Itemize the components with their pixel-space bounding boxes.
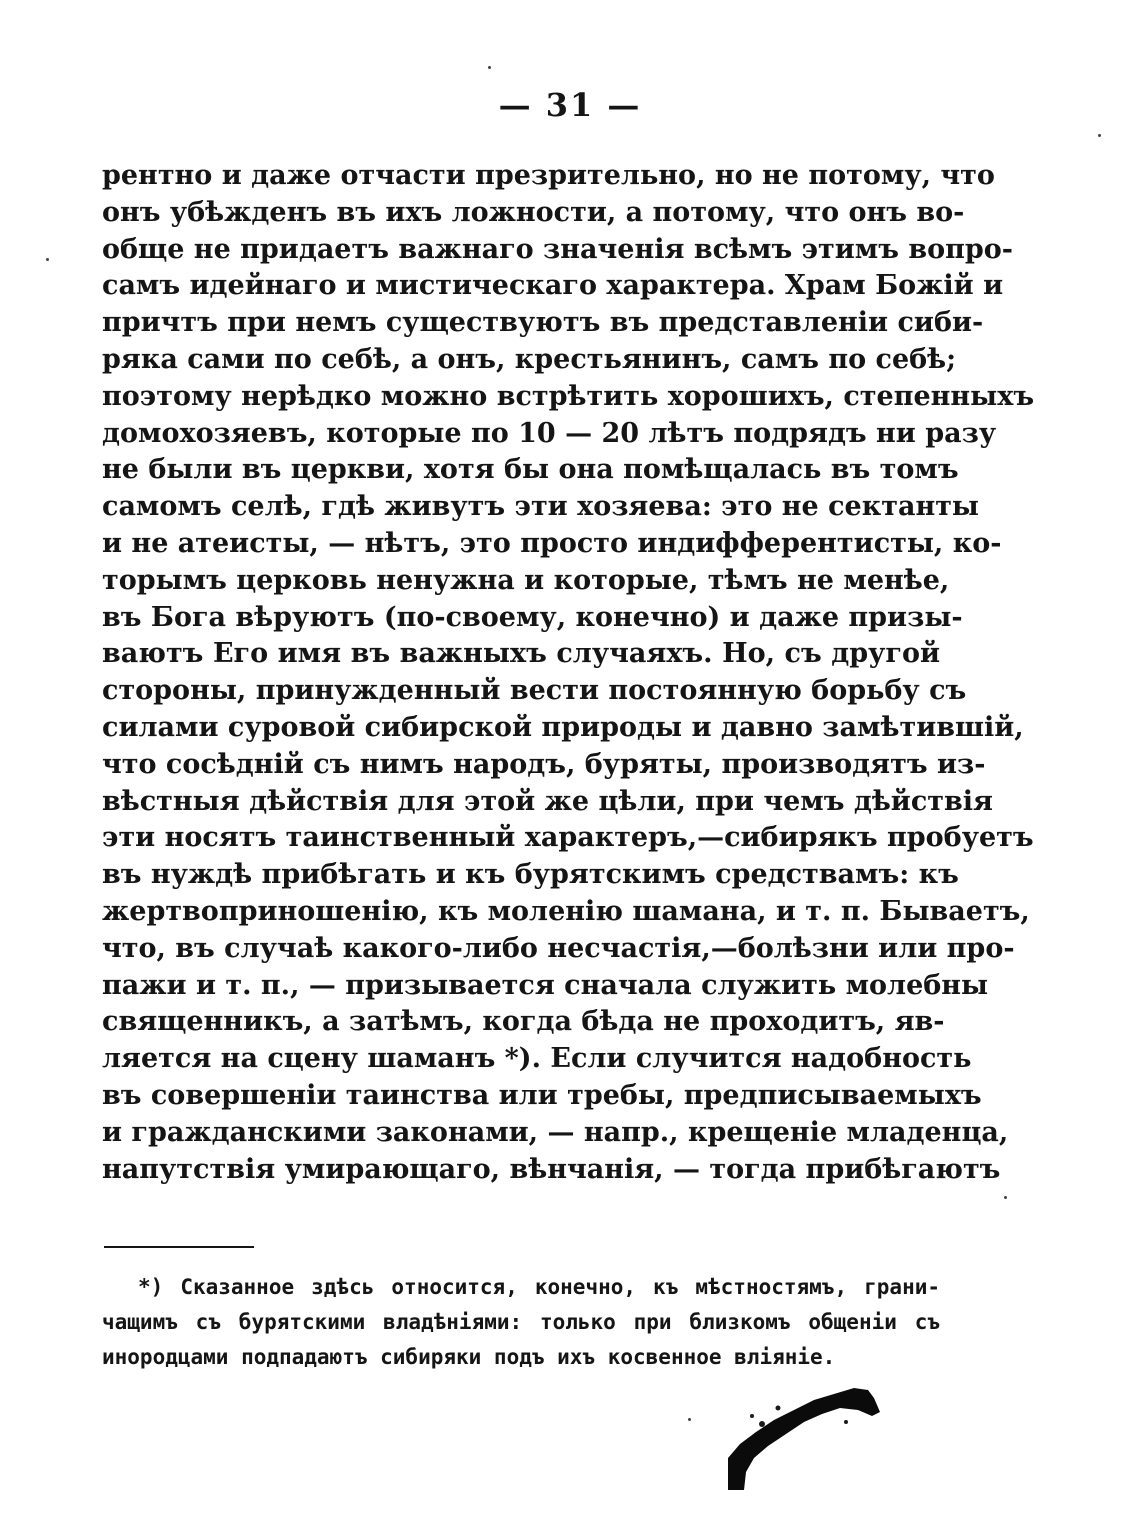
text-line: жертвоприношенію, къ моленію шамана, и т. п. Бываетъ, (102, 895, 1030, 927)
footnote-line: *) Сказанное здѣсь относится, конечно, къ мѣстностямъ, грани- (138, 1275, 940, 1299)
text-line: въ совершеніи таинства или требы, предписываемыхъ (102, 1079, 982, 1111)
text-line: торымъ церковь ненужна и которые, тѣмъ не менѣе, (102, 564, 950, 596)
dust-speck (1004, 1196, 1007, 1199)
text-line: священникъ, а затѣмъ, когда бѣда не проходитъ, яв- (102, 1006, 945, 1038)
text-line: домохозяевъ, которые по 10 — 20 лѣтъ подрядъ ни разу (102, 417, 997, 449)
text-line: и не атеисты, — нѣтъ, это просто индифферентисты, ко- (102, 527, 1002, 559)
text-line: что, въ случаѣ какого-либо несчастія,—болѣзни или про- (102, 932, 1015, 964)
text-line: эти носятъ таинственный характеръ,—сибирякъ пробуетъ (102, 822, 1034, 854)
text-line: онъ убѣжденъ въ ихъ ложности, а потому, что онъ во- (102, 196, 965, 228)
text-line: самъ идейнаго и мистическаго характера. Храм Божій и (102, 270, 1004, 302)
text-line: обще не придаетъ важнаго значенія всѣмъ этимъ вопро- (102, 233, 1013, 265)
text-line: стороны, принужденный вести постоянную борьбу съ (102, 675, 967, 707)
footnote-divider (104, 1246, 254, 1248)
dust-speck (688, 1418, 691, 1421)
ink-blot-shape (728, 1388, 880, 1490)
text-line: и гражданскими законами, — напр., крещеніе младенца, (102, 1116, 1009, 1148)
dust-speck (488, 66, 491, 69)
text-line: силами суровой сибирской природы и давно замѣтившій, (102, 711, 1024, 743)
text-line: поэтому нерѣдко можно встрѣтить хорошихъ, степенныхъ (102, 380, 1035, 412)
footnote-line: инородцами подпадаютъ сибиряки подъ ихъ косвенное вліяніе. (102, 1345, 836, 1369)
text-line: рентно и даже отчасти презрительно, но не потому, что (102, 160, 995, 191)
main-text (102, 158, 1035, 1188)
dust-speck (1098, 134, 1101, 137)
ink-blot (722, 1386, 882, 1490)
footnote (102, 1270, 940, 1375)
text-line: вѣстныя дѣйствія для этой же цѣли, при чемъ дѣйствія (102, 785, 993, 817)
dust-speck (46, 258, 49, 261)
text-line: ряка сами по себѣ, а онъ, крестьянинъ, самъ по себѣ; (102, 343, 957, 375)
text-line: въ нуждѣ прибѣгать и къ бурятскимъ средствамъ: къ (102, 859, 959, 891)
page-number: — 31 — (498, 86, 642, 124)
text-line: причтъ при немъ существуютъ въ представленіи сиби- (102, 307, 984, 339)
text-line: что сосѣдній съ нимъ народъ, буряты, производятъ из- (102, 748, 986, 780)
text-line: самомъ селѣ, гдѣ живутъ эти хозяева: это не сектанты (102, 491, 979, 523)
text-line: напутствія умирающаго, вѣнчанія, — тогда прибѣгаютъ (102, 1153, 1001, 1185)
text-line: въ Бога вѣруютъ (по-своему, конечно) и даже призы- (102, 601, 963, 633)
text-line: пажи и т. п., — призывается сначала служить молебны (102, 969, 989, 1001)
footnote-line: чащимъ съ бурятскими владѣніями: только при близкомъ общеніи съ (102, 1310, 940, 1334)
text-line: ваютъ Его имя въ важныхъ случаяхъ. Но, съ другой (102, 638, 940, 670)
text-line: ляется на сцену шаманъ *). Если случится надобность (102, 1043, 972, 1075)
text-line: не были въ церкви, хотя бы она помѣщалась въ томъ (102, 454, 959, 486)
